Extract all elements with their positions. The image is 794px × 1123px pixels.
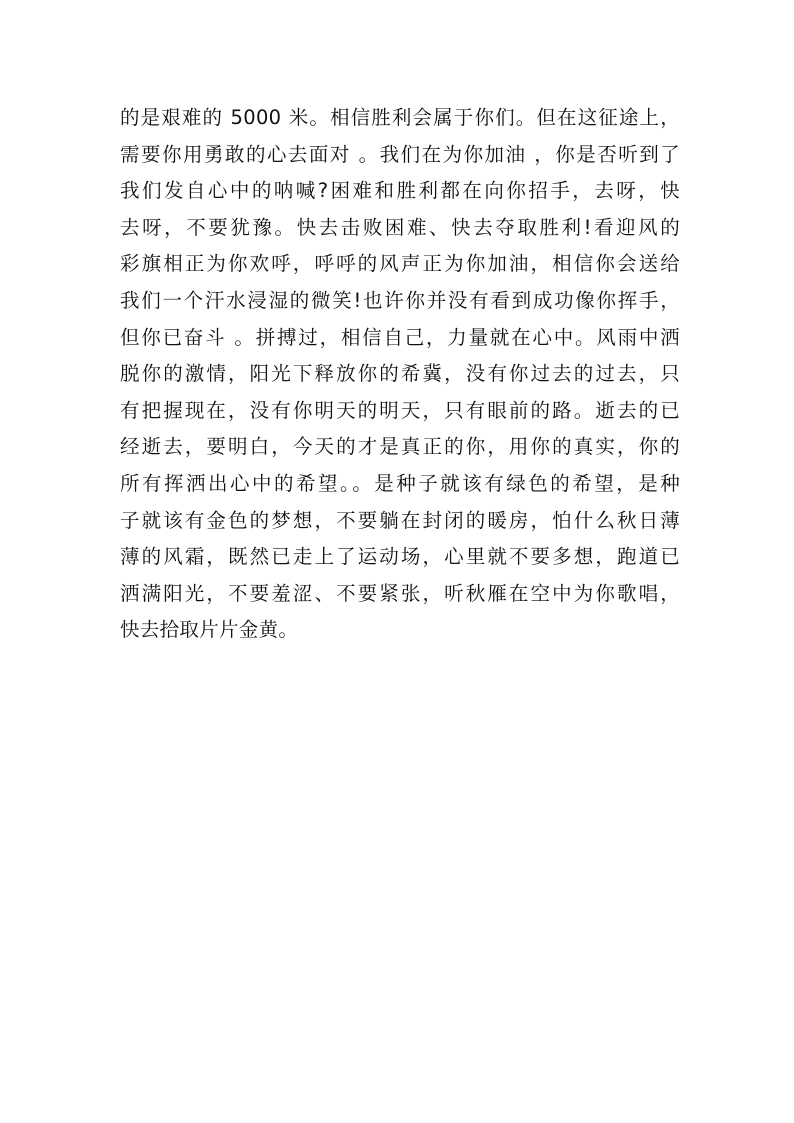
paragraph-line: 但你已奋斗 。拼搏过，相信自己，力量就在心中。风雨中洒 — [120, 325, 680, 349]
paragraph-line: 去呀，不要犹豫。快去击败困难、快去夺取胜利!看迎风的 — [120, 215, 680, 239]
paragraph-line: 快去拾取片片金黄。 — [120, 618, 299, 642]
paragraph-line: 经逝去，要明白，今天的才是真正的你，用你的真实，你的 — [120, 435, 680, 459]
body-paragraph — [120, 100, 680, 649]
paragraph-line: 我们发自心中的呐喊?困难和胜利都在向你招手，去呀，快 — [120, 179, 680, 203]
paragraph-line: 需要你用勇敢的心去面对 。我们在为你加油 ，你是否听到了 — [120, 142, 680, 166]
paragraph-line: 我们一个汗水浸湿的微笑!也许你并没有看到成功像你挥手， — [120, 288, 680, 312]
paragraph-line: 薄的风霜，既然已走上了运动场，心里就不要多想，跑道已 — [120, 545, 680, 569]
paragraph-line: 的是艰难的 5000 米。相信胜利会属于你们。但在这征途上， — [120, 106, 680, 129]
paragraph-line: 子就该有金色的梦想，不要躺在封闭的暖房，怕什么秋日薄 — [120, 508, 680, 532]
paragraph-line: 彩旗相正为你欢呼，呼呼的风声正为你加油，相信你会送给 — [120, 252, 680, 276]
paragraph-line: 洒满阳光，不要羞涩、不要紧张，听秋雁在空中为你歌唱， — [120, 581, 680, 605]
paragraph-line: 有把握现在，没有你明天的明天，只有眼前的路。逝去的已 — [120, 398, 680, 422]
paragraph-line: 脱你的激情，阳光下释放你的希冀，没有你过去的过去，只 — [120, 362, 680, 386]
paragraph-line: 所有挥洒出心中的希望。。是种子就该有绿色的希望，是种 — [120, 471, 680, 495]
